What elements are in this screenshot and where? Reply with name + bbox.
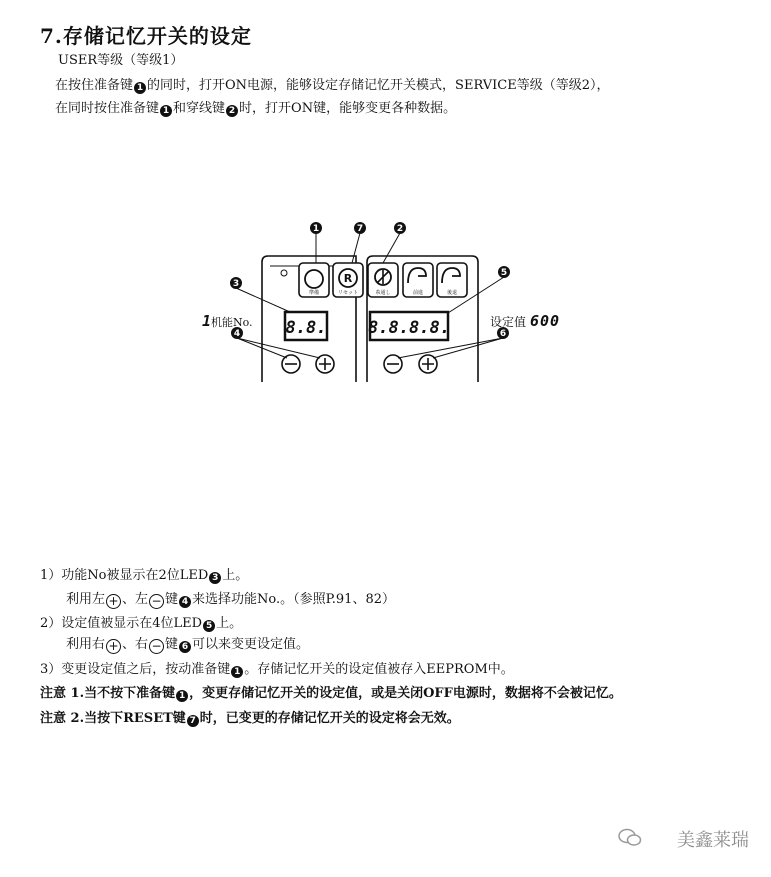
callout-6-number: 6 [499,329,507,339]
callout-1-icon: 1 [160,105,172,117]
indicator-lamp-icon [281,270,287,276]
callout-2-number: 2 [396,224,404,234]
function-number-prefix: 1 [202,312,212,330]
prep-button-label: 準備 [308,290,320,296]
callout-2-icon: 2 [226,105,238,117]
reset-letter: R [343,272,353,285]
led-2digit-value: 8.8. [285,318,327,338]
plus-circle-icon: + [106,594,121,609]
callout-1-icon: 1 [231,666,243,678]
user-level-label: USER等级（等级1） [58,53,184,68]
step-2: 2）设定值被显示在4位LED 5 上。 [40,616,243,631]
set-value-display: 600 [530,312,561,330]
callout-1-number: 1 [312,224,320,234]
callout-6-icon: 6 [179,641,191,653]
callout-5-number: 5 [500,268,508,278]
step-2-detail: 利用右 + 、右 − 键 6 可以来变更设定值。 [66,637,310,653]
callout-7-number: 7 [356,224,364,234]
step-1-detail: 利用左 + 、左 − 键 4 来选择功能No.。（参照P.91、82） [66,592,395,608]
callout-7-icon: 7 [187,715,199,727]
left-minus-button[interactable] [282,355,300,373]
function-no-label: 机能No. [211,316,253,329]
callout-5-icon: 5 [203,620,215,632]
callout-3-icon: 3 [209,572,221,584]
intro-line-1: 在按住准备键 1 的同时，打开ON电源，能够设定存储记忆开关模式，SERVICE等级（等级2）， [55,78,610,93]
intro-line-2: 在同时按住准备键 1 和穿线键 2 时，打开ON键，能够变更各种数据。 [55,101,457,116]
back-button-label: 後退 [446,290,458,296]
step-1: 1）功能No被显示在2位LED 3 上。 [40,568,249,583]
callout-1-icon: 1 [134,82,146,94]
minus-circle-icon: − [149,594,164,609]
callout-4-number: 4 [233,329,241,339]
callout-1-icon: 1 [176,690,188,702]
section-title: 7.存储记忆开关的设定 [40,24,252,48]
callout-4-icon: 4 [179,596,191,608]
thread-button-label: 糸通し [375,290,391,296]
note-2: 注意 2.当按下RESET键 7 时，已变更的存储记忆开关的设定将会无效。 [40,711,460,726]
minus-circle-icon: − [149,639,164,654]
note-1: 注意 1.当不按下准备键 1 ，变更存储记忆开关的设定值，或是关闭OFF电源时，数据将不会被记忆。 [40,686,622,701]
set-value-label: 设定值 [490,315,527,329]
wechat-logo-icon [617,827,643,847]
forward-button-label: 前進 [412,290,424,296]
step-3: 3）变更设定值之后，按动准备键 1 。存储记忆开关的设定值被存入EEPROM中。 [40,662,514,677]
plus-circle-icon: + [106,639,121,654]
led-4digit-value: 8.8.8.8. [368,318,450,338]
reset-button-label: リセット [338,290,358,296]
watermark-text: 美鑫莱瑞 [677,830,749,851]
callout-3-number: 3 [232,279,240,289]
